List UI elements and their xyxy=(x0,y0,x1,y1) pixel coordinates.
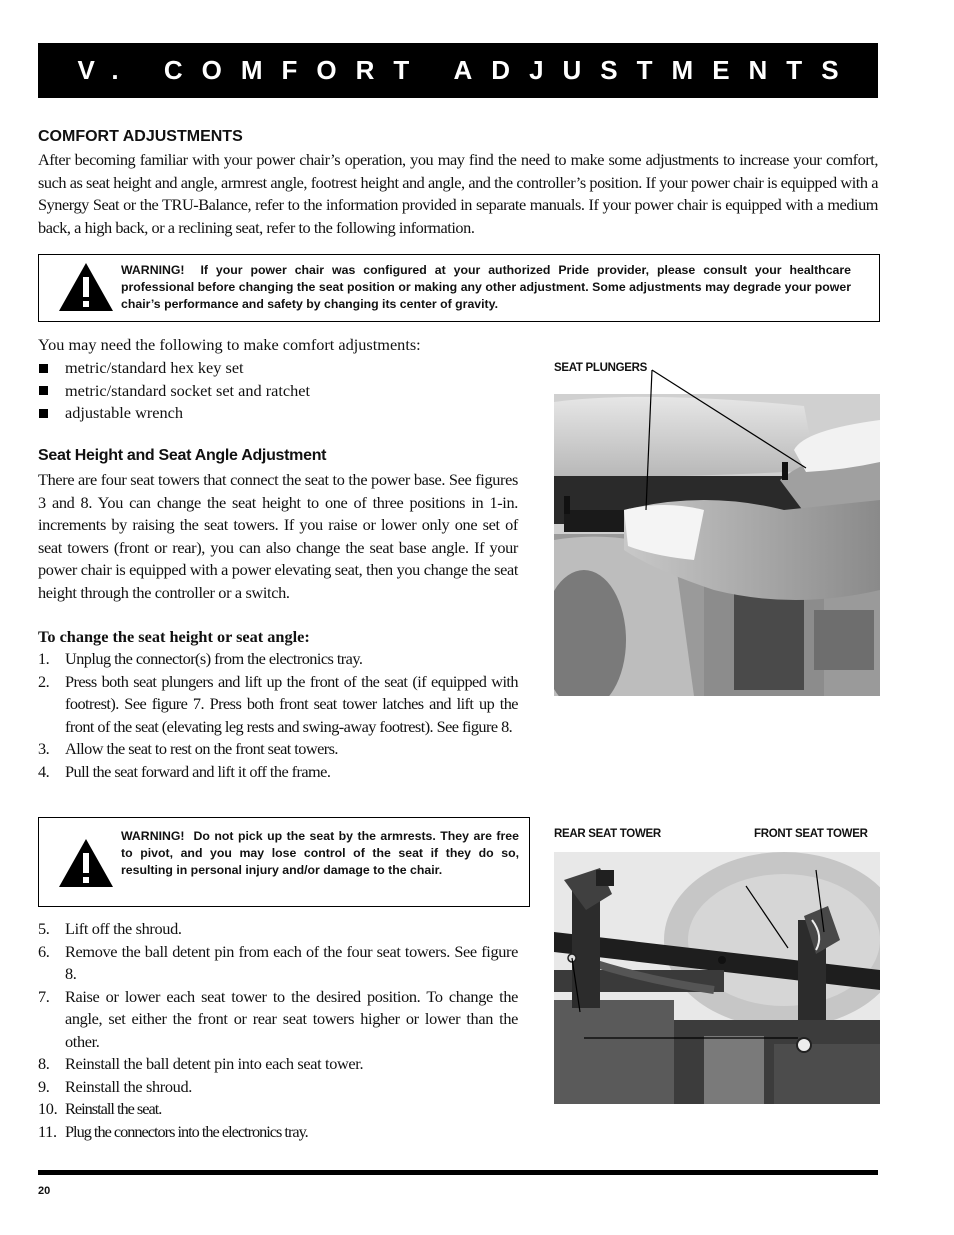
list-item: metric/standard socket set and ratchet xyxy=(38,380,310,403)
list-item: 10. Reinstall the seat. xyxy=(38,1099,162,1118)
seat-plungers-photo xyxy=(554,360,880,696)
square-bullet-icon xyxy=(39,409,48,418)
warning-body-1: If your power chair was configured at your authorized Pride provider, please consult your healthcare professional before changing the seat position or making any other adjustment. Some adjustments may degrade your power chair’s performance and safety by changing its center of gravity. xyxy=(121,263,851,311)
warning-body-2: Do not pick up the seat by the armrests. They are free to pivot, and you may lose control of the seat if they do so, resulting in personal injury and/or damage to the chair. xyxy=(121,829,519,877)
list-item: 4. Pull the seat forward and lift it off the frame. xyxy=(38,761,331,781)
callout-front-seat-tower: FRONT SEAT TOWER xyxy=(754,828,868,840)
seat-towers-photo xyxy=(554,840,880,1104)
warning-text-2 xyxy=(121,828,519,879)
list-item: adjustable wrench xyxy=(38,402,310,425)
list-item: metric/standard hex key set xyxy=(38,357,310,380)
intro-paragraph: After becoming familiar with your power chair’s operation, you may find the need to make some adjustments to increase your comfort, such as seat height and angle, armrest angle, footrest height and angle, and the controller’s position. If your power chair is equipped with a Synergy Seat or the TRU-Balance, refer to the information provided in separate manuals. If your power chair is equipped with a medium back, a high back, or a reclining seat, refer to the following information. xyxy=(38,150,878,237)
list-item: 2. Press both seat plungers and lift up the front of the seat (if equipped with footrest). See figure 7. Press both front seat tower latches and lift up the front of the seat (elevating leg rests and swing-away footrest). See figure 8. xyxy=(38,671,518,736)
list-item: 1. Unplug the connector(s) from the electronics tray. xyxy=(38,649,363,668)
tools-intro: You may need the following to make comfort adjustments: xyxy=(38,335,421,354)
footer-rule xyxy=(38,1170,878,1175)
callout-seat-plungers: SEAT PLUNGERS xyxy=(554,362,648,374)
warning-label-2: WARNING! xyxy=(121,829,185,843)
procedure-heading: To change the seat height or seat angle: xyxy=(38,627,310,646)
list-item: 8. Reinstall the ball detent pin into each seat tower. xyxy=(38,1054,364,1073)
list-item: 5. Lift off the shroud. xyxy=(38,919,182,938)
intro-heading: COMFORT ADJUSTMENTS xyxy=(38,128,243,145)
section-title-bar xyxy=(38,43,878,98)
square-bullet-icon xyxy=(39,386,48,395)
warning-label-1: WARNING! xyxy=(121,263,185,277)
seat-section-heading: Seat Height and Seat Angle Adjustment xyxy=(38,447,327,464)
page-number: 20 xyxy=(38,1185,51,1197)
list-item: 9. Reinstall the shroud. xyxy=(38,1076,192,1096)
warning-box-1 xyxy=(38,254,880,322)
warning-text-1 xyxy=(121,262,851,313)
list-item: 3. Allow the seat to rest on the front seat towers. xyxy=(38,739,338,758)
list-item: 6. Remove the ball detent pin from each of the four seat towers. See figure 8. xyxy=(38,941,518,983)
seat-section-paragraph: There are four seat towers that connect the seat to the power base. See figures 3 and 8. You can change the seat height to one of three positions in 1-in. increments by raising the seat towers. If you raise or lower only one set of seat towers (front or rear), you can also change the seat base angle. If your power chair is equipped with a power elevating seat, then you change the seat height through the controller or a switch. xyxy=(38,470,518,602)
square-bullet-icon xyxy=(39,364,48,373)
steps-list-a xyxy=(38,648,518,783)
steps-list-b xyxy=(38,918,518,1143)
list-item: 11. Plug the connectors into the electronics tray. xyxy=(38,1121,308,1141)
section-title: V. COMFORT ADJUSTMENTS xyxy=(77,55,858,85)
warning-triangle-icon xyxy=(57,837,115,889)
warning-triangle-icon xyxy=(57,261,115,313)
callout-rear-seat-tower: REAR SEAT TOWER xyxy=(554,828,661,840)
list-item: 7. Raise or lower each seat tower to the desired position. To change the angle, set either the front or rear seat towers higher or lower than the other. xyxy=(38,986,518,1051)
warning-box-2 xyxy=(38,817,530,907)
tools-list xyxy=(38,357,310,425)
